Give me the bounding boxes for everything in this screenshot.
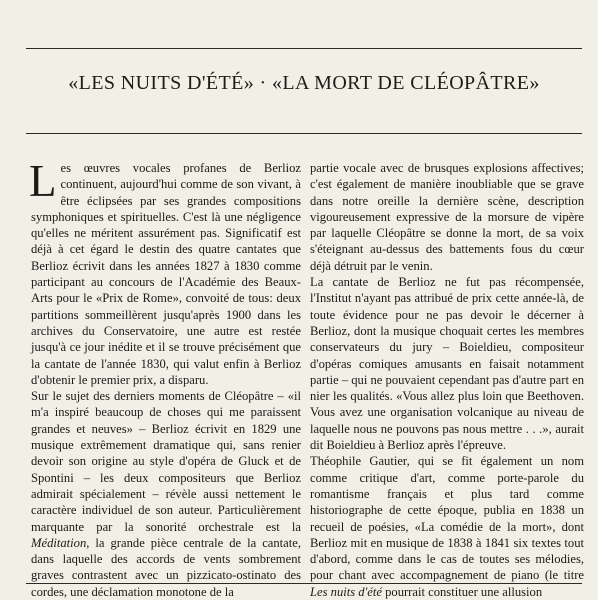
left-column [29, 156, 301, 600]
paragraph-5-end: pourrait constituer une allusion [381, 584, 543, 599]
paragraph-1-text: es œuvres vocales profanes de Berlioz continuent, aujourd'hui comme de son vivant, à être éclipsées par ses grandes compositions symphoniques et spirituelles. C'est là une négligence qu'elles ne méritent assurément pas. Significatif est déjà à cet égard le destin des quatre cantates que Berlioz écrivit dans les années 1827 à 1830 comme participant au concours de l'Académie des Beaux-Arts pour le «Prix de Rome», convoité de tous: deux partitions sommeillèrent jusqu'après 1900 dans les archives du Conservatoire, une autre est restée jusqu'à ce jour inédite et il se trouve précisément que la cantate de l'année 1830, qui valut enfin à Berlioz d'obtenir le premier prix, a disparu. [31, 161, 301, 387]
paragraph-5-text: Théophile Gautier, qui se fit également un nom comme critique d'art, comme porte-parole du romantisme français et plus tard comme historiographe de cette époque, publia en 1838 un recueil de poésies, «La comédie de la mort», dont Berlioz mit en musique de 1838 à 1841 six textes tout d'abord, comme dans le cas de toutes ses mélodies, pour chant avec accompagnement de piano (le titre [310, 454, 584, 583]
italic-title-meditation: Méditation [31, 535, 87, 550]
paragraph-2 [31, 388, 301, 600]
paragraph-2-end: , la grande pièce centrale de la cantate, dans laquelle des accords de vents sombrement graves contrastent avec un pizzicato-ostinato des cordes, une déclamation monotone de la [31, 535, 301, 599]
bottom-rule [26, 583, 582, 584]
drop-cap: L [29, 156, 57, 206]
page-title: «LES NUITS D'ÉTÉ» · «LA MORT DE CLÉOPÂTRE» [68, 72, 540, 94]
paragraph-4: La cantate de Berlioz ne fut pas récompensée, l'Institut n'ayant pas attribué de prix cette année-là, de toute évidence pour ne pas devoir le décerner à Berlioz, dont la musique choquait certes les membres conservateurs du jury – Boieldieu, compositeur d'opéras comiques amusants en faisait notamment partie – qui ne pouvaient cependant pas d'autre part en nier les qualités. «Vous allez plus loin que Beethoven. Vous avez une organisation volcanique au niveau de laquelle nous ne pouvons pas nous mettre . . .», aurait dit Boieldieu à Berlioz après l'épreuve. [310, 275, 584, 453]
paragraph-1 [29, 156, 301, 388]
right-column [310, 160, 584, 600]
paragraph-2-text: Sur le sujet des derniers moments de Cléopâtre – «il m'a inspiré beaucoup de choses qui me paraissent grandes et neuves» – Berlioz écrivit en 1829 une musique extrêmement dramatique qui, sans renier devoir son origine au style d'opéra de Gluck et de Spontini – les deux compositeurs que Berlioz admirait spécialement – révèle aussi nettement le caractère individuel de son auteur. Particulièrement marquante par la sonorité orchestrale est la [31, 389, 301, 534]
paragraph-5 [310, 453, 584, 600]
paragraph-3: partie vocale avec de brusques explosions affectives; c'est également de manière inoubliable que se grave dans notre oreille la dernière scène, description vigoureusement expressive de la morsure de vipère par laquelle Cléopâtre se donne la mort, de sa voix s'éteignant au-dessus des battements fous du cœur déjà détruit par le venin. [310, 161, 584, 273]
italic-title-nuits: Les nuits d'été [310, 584, 382, 599]
